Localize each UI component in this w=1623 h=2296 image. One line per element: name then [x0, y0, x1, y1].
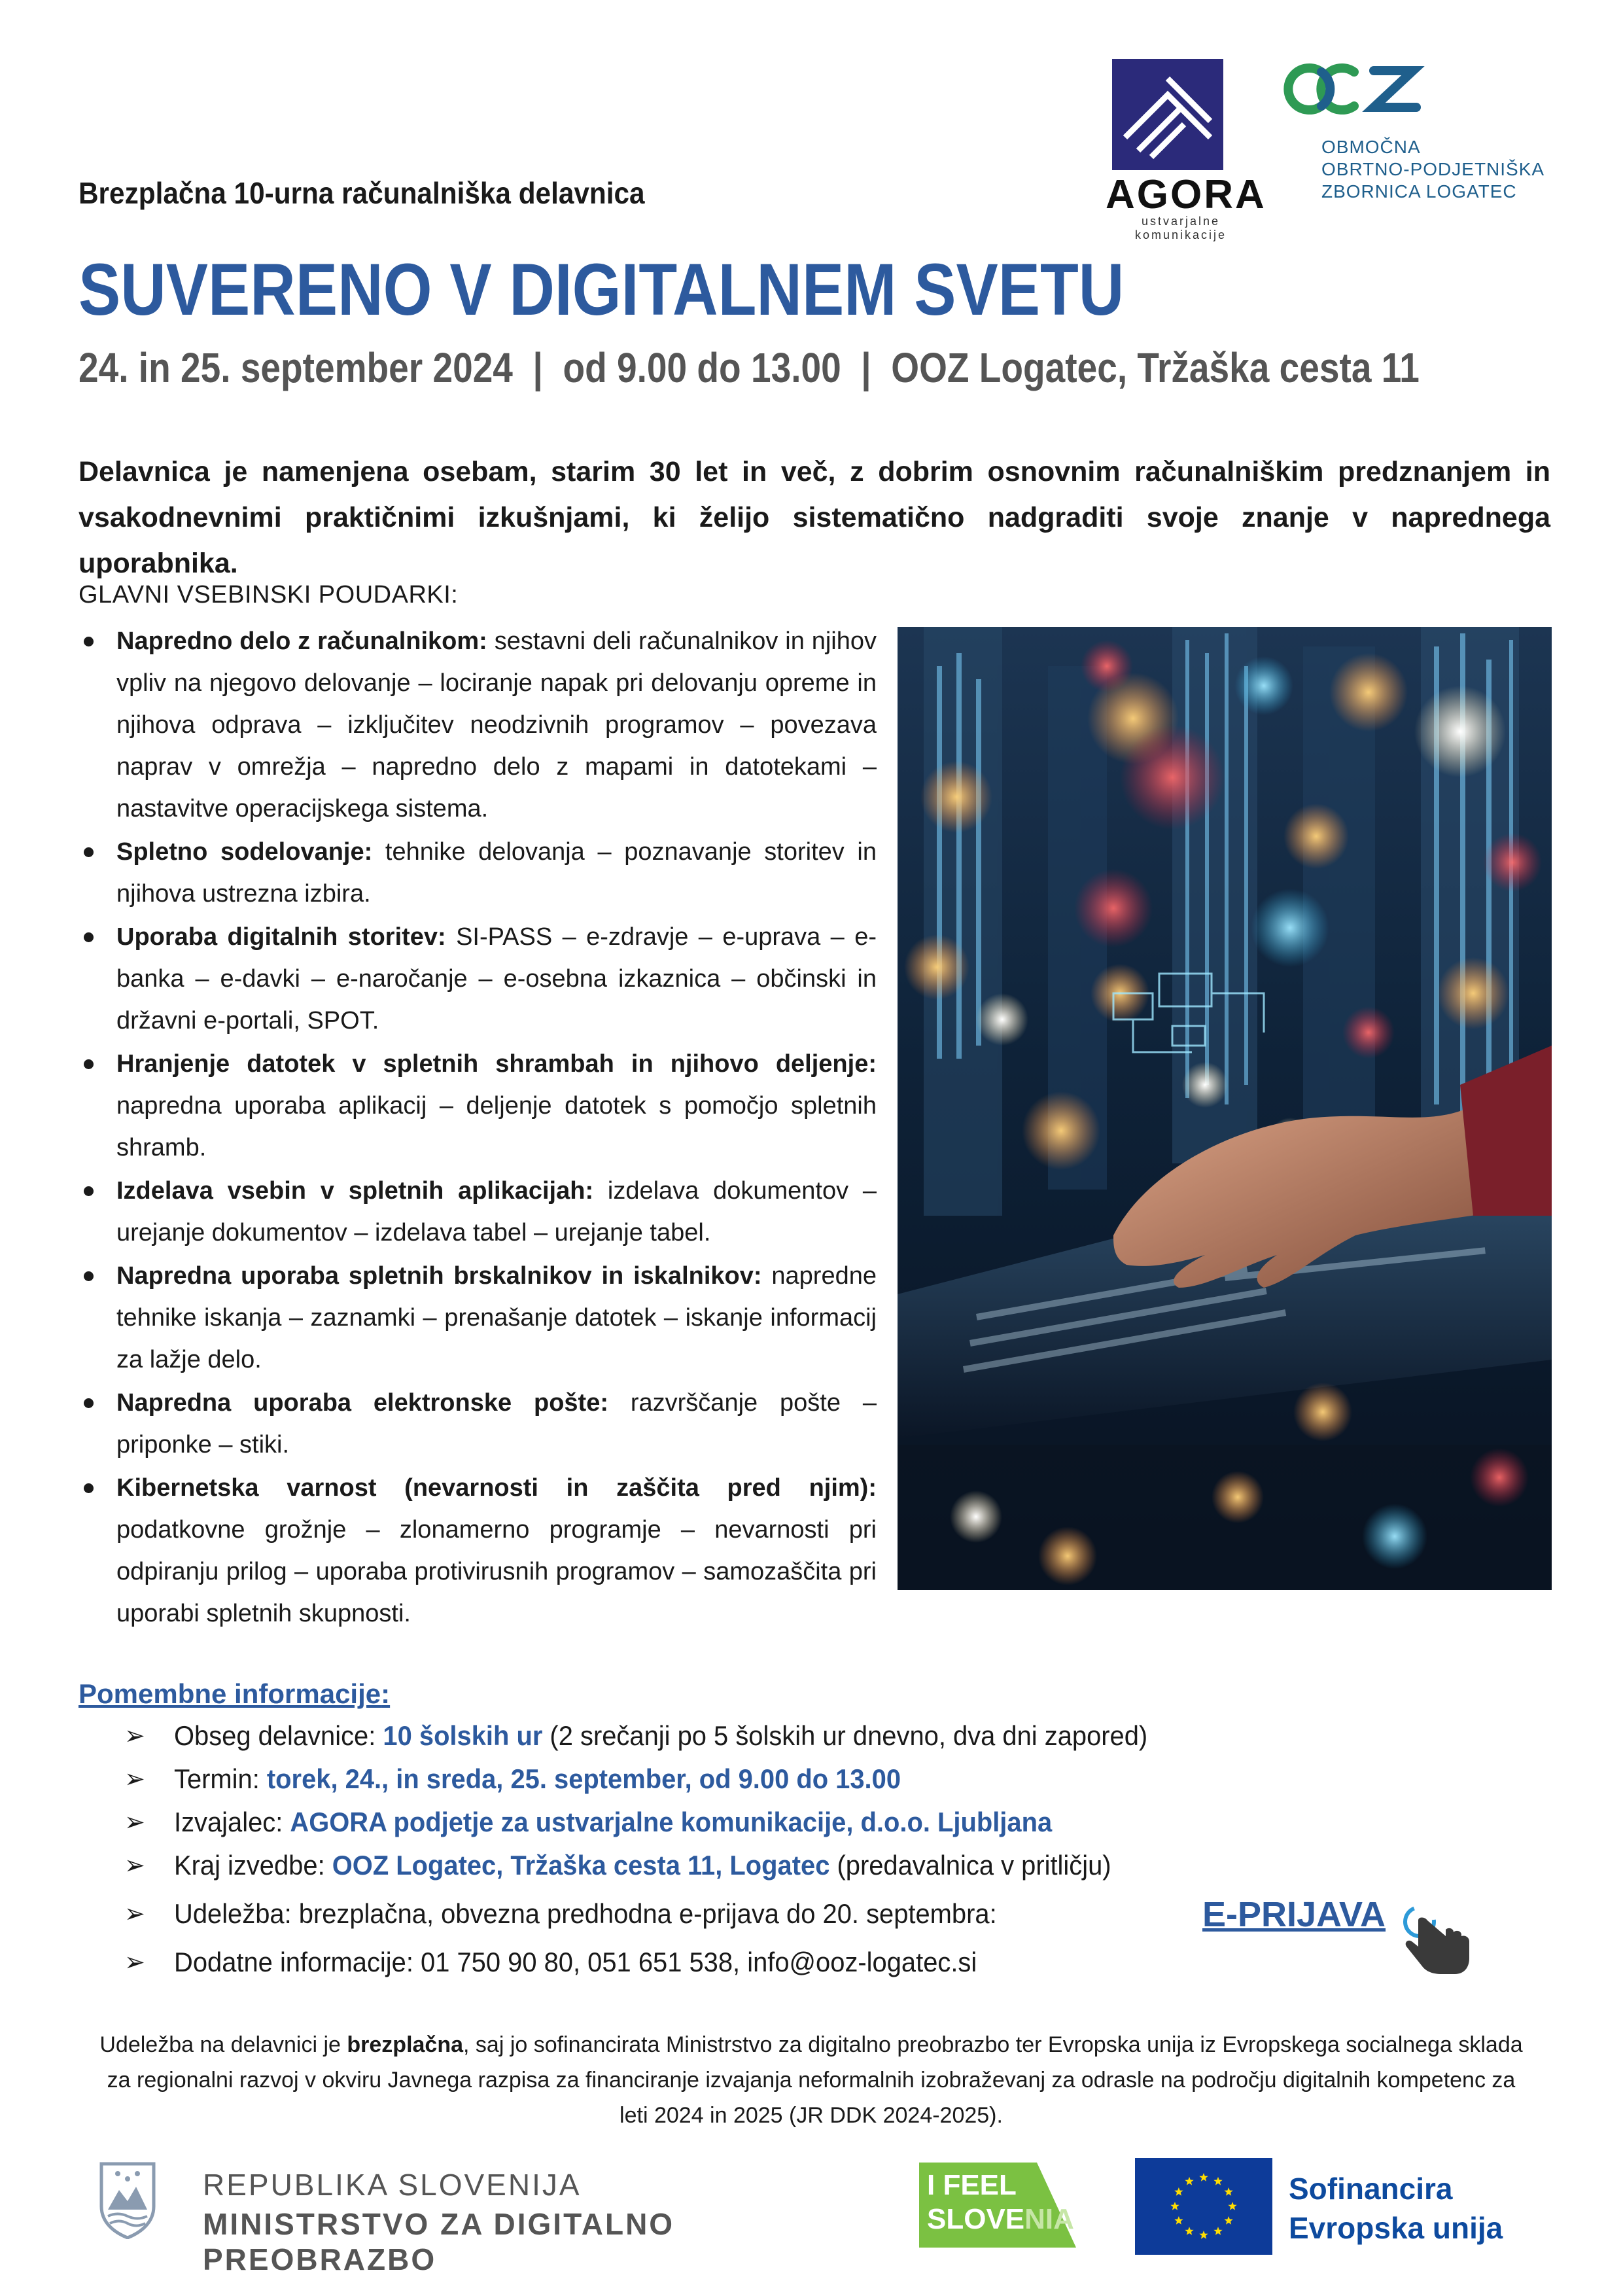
ooz-logo	[1282, 59, 1557, 209]
highlight-title: Izdelava vsebin v spletnih aplikacijah:	[116, 1177, 594, 1205]
highlight-item	[79, 1382, 877, 1466]
eu-star-icon	[1199, 2173, 1208, 2181]
info-value: OOZ Logatec, Tržaška cesta 11, Logatec	[332, 1850, 830, 1881]
arrow-bullet-icon: ➢	[124, 1851, 145, 1880]
bullet-icon	[84, 1059, 94, 1069]
bullet-icon	[84, 1186, 94, 1196]
eu-star-icon	[1185, 2177, 1193, 2185]
info-item	[124, 1801, 1181, 1844]
info-value: AGORA podjetje za ustvarjalne komunikacije, d.o.o. Ljubljana	[290, 1807, 1053, 1837]
info-item	[124, 1892, 1181, 1935]
eu-star-icon	[1199, 2231, 1208, 2239]
page-title: SUVERENO V DIGITALNEM SVETU	[79, 249, 1125, 330]
highlight-title: Napredna uporaba spletnih brskalnikov in iskalnikov:	[116, 1262, 762, 1290]
info-label: Dodatne informacije: 01 750 90 80, 051 651 538, info@ooz-logatec.si	[174, 1947, 977, 1977]
eu-cofunding-logo	[1135, 2158, 1547, 2256]
ministry-line-2: MINISTRSTVO ZA DIGITALNO PREOBRAZBO	[203, 2207, 675, 2276]
bullet-icon	[84, 847, 94, 857]
highlight-text: napredne tehnike iskanja – zaznamki – prenašanje datotek – iskanje informacij za lažje delo.	[116, 1262, 877, 1373]
info-label: Izvajalec:	[174, 1807, 290, 1837]
agora-tagline: ustvarjalne komunikacije	[1134, 215, 1227, 241]
highlight-text: razvrščanje pošte – priponke – stiki.	[116, 1389, 877, 1458]
eu-star-icon	[1174, 2187, 1183, 2196]
info-item	[124, 1757, 1181, 1801]
e-prijava-link[interactable]	[1202, 1894, 1490, 1986]
bullet-icon	[84, 1398, 94, 1408]
info-rest: (predavalnica v pritličju)	[829, 1850, 1111, 1881]
info-item	[124, 1714, 1181, 1757]
highlight-text: tehnike delovanja – poznavanje storitev in njihova ustrezna izbira.	[116, 838, 877, 908]
highlight-text: izdelava dokumentov – urejanje dokumentov – izdelava tabel – urejanje tabel.	[116, 1177, 877, 1246]
info-value: torek, 24., in sreda, 25. september, od 9.00 do 13.00	[266, 1763, 901, 1794]
laptop-hands-photo	[898, 627, 1552, 1590]
eu-star-icon	[1174, 2216, 1183, 2225]
ministry-line-1: REPUBLIKA SLOVENIJA	[203, 2168, 582, 2202]
info-rest: (2 srečanji po 5 šolskih ur dnevno, dva dni zapored)	[542, 1720, 1148, 1751]
info-label: Obseg delavnice:	[174, 1720, 383, 1751]
funding-note-before: Udeležba na delavnici je	[99, 2032, 347, 2057]
ministry-logo	[92, 2159, 811, 2276]
highlight-title: Kibernetska varnost (nevarnosti in zaščita pred njim):	[116, 1474, 877, 1502]
info-heading-text: Pomembne informacije	[79, 1678, 381, 1709]
info-heading	[79, 1678, 390, 1710]
ooz-line-3: ZBORNICA LOGATEC	[1321, 181, 1517, 202]
ooz-line-1: OBMOČNA	[1321, 137, 1421, 157]
date-location-line: 24. in 25. september 2024 | od 9.00 do 13.00 | OOZ Logatec, Tržaška cesta 11	[79, 344, 1420, 391]
highlight-text: napredna uporaba aplikacij – deljenje datotek s pomočjo spletnih shramb.	[116, 1092, 877, 1161]
highlight-item	[79, 1043, 877, 1169]
arrow-bullet-icon: ➢	[124, 1808, 145, 1837]
eu-star-icon	[1213, 2177, 1222, 2185]
info-value: 10 šolskih ur	[383, 1720, 543, 1751]
eu-line-1: Sofinancira	[1289, 2172, 1453, 2206]
funding-note	[92, 2027, 1531, 2133]
ifeel-line-2	[927, 2203, 1074, 2236]
page-subtitle: Brezplačna 10-urna računalniška delavnica	[79, 176, 645, 210]
highlight-item	[79, 620, 877, 830]
ooz-line-2: OBRTNO-PODJETNIŠKA	[1321, 159, 1545, 179]
eu-star-icon	[1224, 2216, 1232, 2225]
arrow-bullet-icon: ➢	[124, 1722, 145, 1750]
highlight-text: podatkovne grožnje – zlonamerno programje – nevarnosti pri odpiranju prilog – uporaba protivirusnih programov – samozaščita pri uporabi spletnih skupnosti.	[116, 1516, 877, 1627]
eu-star-icon	[1170, 2202, 1179, 2210]
info-label: Udeležba: brezplačna, obvezna predhodna e-prijava do 20. septembra:	[174, 1898, 997, 1929]
slovenia-coat-of-arms-icon	[98, 2161, 157, 2239]
ooz-mark-icon	[1282, 59, 1426, 118]
ifeel-line-1: I FEEL	[927, 2169, 1017, 2201]
info-item	[124, 1844, 1181, 1887]
arrow-bullet-icon: ➢	[124, 1948, 145, 1977]
e-prijava-label[interactable]: E-PRIJAVA	[1202, 1895, 1386, 1934]
bullet-icon	[84, 1271, 94, 1281]
agora-wordmark: AGORA	[1106, 172, 1266, 217]
highlight-item	[79, 1255, 877, 1381]
highlight-item	[79, 916, 877, 1042]
highlight-title: Napredna uporaba elektronske pošte:	[116, 1389, 608, 1417]
highlight-item	[79, 1170, 877, 1254]
highlight-text: sestavni deli računalnikov in njihov vpliv na njegovo delovanje – lociranje napak pri delovanju opreme in njihova odprava – izključitev neodzivnih programov – povezava naprav v omrežja – napredno delo z mapami in datotekami – nastavitve operacijskega sistema.	[116, 627, 877, 822]
eu-star-icon	[1228, 2202, 1236, 2210]
arrow-bullet-icon: ➢	[124, 1765, 145, 1793]
info-label: Termin:	[174, 1763, 267, 1794]
highlight-item	[79, 831, 877, 915]
highlight-text: SI-PASS – e-zdravje – e-uprava – e-banka – e-davki – e-naročanje – e-osebna izkaznica – občinski in državni e-portali, SPOT.	[116, 923, 877, 1034]
info-label: Kraj izvedbe:	[174, 1850, 332, 1881]
funding-note-after: , saj jo sofinancirata Ministrstvo za digitalno preobrazbo ter Evropska unija iz Evropskega socialnega sklada za regionalni razvoj v okviru Javnega razpisa za financiranje izvajanja neformalnih izobraževanj za odrasle na področju digitalnih kompetenc za leti 2024 in 2025 (JR DDK 2024-2025).	[107, 2032, 1523, 2128]
highlight-title: Spletno sodelovanje:	[116, 838, 373, 866]
intro-paragraph: Delavnica je namenjena osebam, starim 30 let in več, z dobrim osnovnim računalniškim predznanjem in vsakodnevnimi praktičnimi izkušnjami, ki želijo sistematično nadgraditi svoje znanje v naprednega uporabnika.	[79, 456, 1550, 579]
ooz-name	[1321, 136, 1544, 203]
info-item	[124, 1941, 1181, 1984]
i-feel-slovenia-logo	[919, 2163, 1096, 2248]
bullet-icon	[84, 932, 94, 942]
info-heading-colon: :	[381, 1678, 391, 1709]
highlights-list	[79, 620, 877, 1636]
eu-star-icon	[1224, 2187, 1232, 2196]
eu-star-icon	[1213, 2227, 1222, 2235]
highlight-title: Napredno delo z računalnikom:	[116, 627, 487, 655]
eu-line-2: Evropska unija	[1289, 2211, 1503, 2245]
funding-note-bold: brezplačna	[347, 2032, 464, 2057]
highlight-title: Uporaba digitalnih storitev:	[116, 923, 446, 951]
highlight-title: Hranjenje datotek v spletnih shrambah in njihovo deljenje:	[116, 1050, 877, 1078]
eu-flag-icon	[1135, 2158, 1272, 2255]
bullet-icon	[84, 637, 94, 646]
arrow-bullet-icon: ➢	[124, 1899, 145, 1928]
hand-pointer-icon	[1399, 1901, 1477, 1979]
agora-emblem	[1112, 59, 1223, 170]
highlights-heading: GLAVNI VSEBINSKI POUDARKI:	[79, 581, 459, 609]
agora-logo	[1106, 59, 1266, 241]
eu-star-icon	[1185, 2227, 1193, 2235]
info-list	[124, 1714, 1236, 1984]
ifeel-slove: SLOVE	[927, 2203, 1025, 2235]
bullet-icon	[84, 1483, 94, 1493]
ifeel-nia: NIA	[1024, 2203, 1074, 2235]
highlight-item	[79, 1467, 877, 1634]
